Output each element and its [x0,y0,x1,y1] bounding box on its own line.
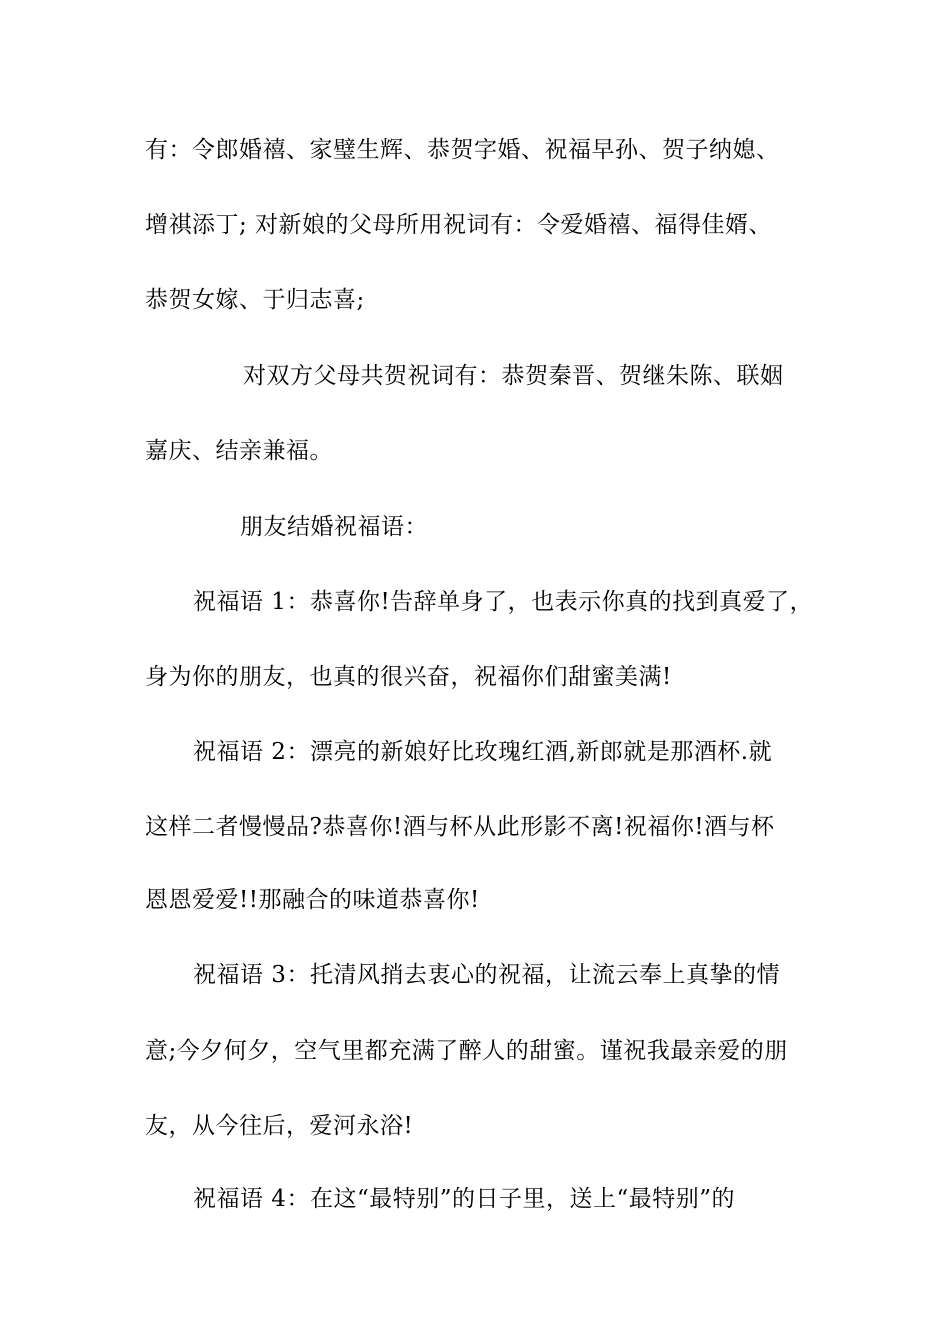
text-line-9: 祝福语 2：漂亮的新娘好比玫瑰红酒,新郎就是那酒杯.就 [193,739,773,765]
text-line-10: 这样二者慢慢品?恭喜你!酒与杯从此形影不离!祝福你!酒与杯 [145,814,775,840]
text-line-8: 身为你的朋友，也真的很兴奋，祝福你们甜蜜美满! [145,664,672,690]
text-line-13: 意;今夕何夕，空气里都充满了醉人的甜蜜。谨祝我最亲爱的朋 [145,1038,788,1064]
text-line-2: 增祺添丁; 对新娘的父母所用祝词有：令爱婚禧、福得佳婿、 [145,212,773,238]
text-line-3: 恭贺女嫁、于归志喜; [145,287,365,313]
text-line-12: 祝福语 3：托清风捎去衷心的祝福，让流云奉上真挚的情 [193,962,780,988]
text-line-1: 有：令郎婚禧、家璧生辉、恭贺字婚、祝福早孙、贺子纳媳、 [145,137,780,163]
text-line-14: 友，从今往后，爱河永浴! [145,1113,414,1139]
text-line-5: 嘉庆、结亲兼福。 [145,438,333,464]
section-heading: 朋友结婚祝福语： [240,514,428,540]
text-line-4: 对双方父母共贺祝词有：恭贺秦晋、贺继朱陈、联姻 [243,363,784,389]
text-line-11: 恩恩爱爱!!那融合的味道恭喜你! [145,887,480,913]
text-line-7: 祝福语 1：恭喜你!告辞单身了，也表示你真的找到真爱了， [193,589,814,615]
text-line-15: 祝福语 4：在这“最特别”的日子里，送上“最特别”的 [193,1186,735,1212]
